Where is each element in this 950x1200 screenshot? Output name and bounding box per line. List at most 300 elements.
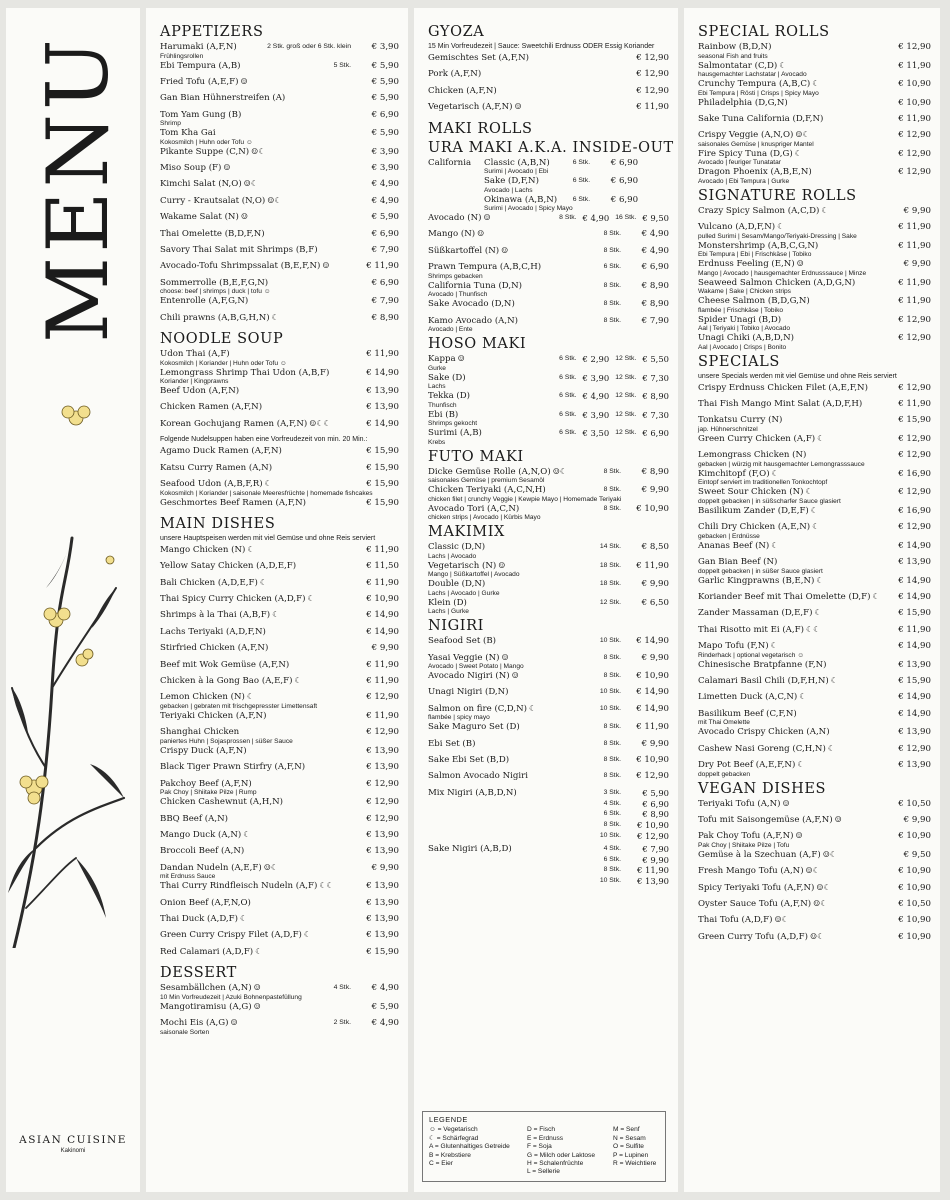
price: € 14,90 xyxy=(898,641,931,652)
dish-name: Mapo Tofu (F,N) xyxy=(698,641,769,652)
menu-item-main xyxy=(160,278,355,297)
price: € 11,90 xyxy=(898,222,931,233)
menu-item-main xyxy=(428,102,625,113)
menu-item-main xyxy=(428,316,604,335)
menu-item-name xyxy=(698,744,887,755)
menu-item-main xyxy=(428,86,625,97)
menu-item-main xyxy=(160,762,355,773)
dish-name: Unagi Nigiri (D,N) xyxy=(428,687,509,698)
menu-item-name xyxy=(160,245,355,256)
menu-item-main xyxy=(698,79,887,98)
menu-item xyxy=(698,114,931,130)
price: € 16,90 xyxy=(898,468,931,479)
menu-item-main xyxy=(698,915,887,926)
menu-item-description: Pak Choy | Shiitake Pilze | Tofu xyxy=(698,841,790,849)
dish-name: Kappa xyxy=(428,354,456,365)
portion-size: 8 Stk. xyxy=(603,486,621,494)
diet-icons: ☾ xyxy=(303,930,312,940)
diet-icons: ☺ xyxy=(498,560,506,570)
diet-icons: ☾ xyxy=(814,608,822,618)
menu-item xyxy=(160,42,399,61)
menu-item-name xyxy=(428,53,625,64)
menu-item xyxy=(698,660,931,676)
menu-item-main xyxy=(698,541,887,552)
menu-item xyxy=(160,881,399,897)
dish-name: Philadelphia (D,G,N) xyxy=(698,97,788,108)
price: € 4,90 xyxy=(641,245,669,256)
menu-item-description: jap. Hühnerschnitzel xyxy=(698,425,758,433)
price: € 3,90 xyxy=(582,409,610,420)
price: € 7,30 xyxy=(642,372,669,383)
menu-item xyxy=(160,110,399,129)
menu-item-description: Kokosmilch | Koriander | saisonale Meeresfrüchte | homemade fishcakes xyxy=(160,489,373,497)
dish-name: Unagi Chiki (A,B,D,N) xyxy=(698,333,794,344)
dish-name: Red Calamari (A,D,F) xyxy=(160,946,254,957)
menu-item xyxy=(698,98,931,114)
menu-item-main xyxy=(698,557,887,576)
price: € 5,90 xyxy=(371,1001,399,1012)
menu-item-main xyxy=(698,450,887,469)
dish-name: Lemon Chicken (N) xyxy=(160,692,245,703)
menu-item xyxy=(160,498,399,514)
dish-name: Prawn Tempura (A,B,C,H) xyxy=(428,262,542,273)
menu-item-main xyxy=(698,383,887,394)
menu-item-description: gebacken | würzig mit hausgemachter Lemongrasssauce xyxy=(698,460,865,468)
price-row xyxy=(604,820,669,831)
dish-name: Broccoli Beef (A,N) xyxy=(160,846,245,857)
menu-item xyxy=(428,213,669,229)
diet-icons: ☾ xyxy=(247,544,255,554)
price: € 13,90 xyxy=(898,557,931,568)
price: € 14,90 xyxy=(636,703,669,714)
menu-item xyxy=(428,246,669,262)
menu-item-main xyxy=(698,576,887,587)
price: € 12,90 xyxy=(898,743,931,754)
portion-size: 6 Stk. xyxy=(572,158,591,166)
menu-item-description: Rinderhack | optional vegetarisch ☺ xyxy=(698,651,804,659)
menu-item-main xyxy=(160,1002,355,1013)
menu-item-main xyxy=(484,195,573,214)
dish-name: Chili prawns (A,B,G,H,N) xyxy=(160,312,270,323)
price: € 8,90 xyxy=(641,280,669,291)
menu-item-name xyxy=(160,463,355,474)
menu-item xyxy=(160,479,399,498)
menu-item-main xyxy=(160,463,355,474)
group-label: California xyxy=(428,157,472,168)
menu-item-name xyxy=(428,771,604,782)
menu-item-name xyxy=(428,373,559,384)
menu-item-name xyxy=(428,354,559,365)
menu-item-name xyxy=(428,69,625,80)
menu-item-description: Mango | Süßkartoffel | Avocado xyxy=(428,571,520,579)
diet-icons: ☺ xyxy=(514,102,522,112)
diet-icons: ☾ xyxy=(272,610,280,620)
menu-item xyxy=(698,415,931,434)
menu-item-name xyxy=(160,147,355,158)
menu-item-name xyxy=(428,504,604,515)
price: € 11,50 xyxy=(366,561,399,572)
menu-item xyxy=(428,299,669,315)
portion-size: 6 Stk. xyxy=(603,263,621,271)
dish-name: Mango (N) xyxy=(428,229,476,240)
dish-name: Curry - Krautsalat (N,O) xyxy=(160,195,266,206)
price: € 10,90 xyxy=(898,97,931,108)
menu-item xyxy=(698,727,931,743)
portion-size: 3 Stk. xyxy=(603,788,621,796)
section-title-hoso-maki: HOSO MAKI xyxy=(428,336,527,353)
menu-item-description: Koriander | Kingprawns xyxy=(160,378,229,386)
menu-item-main xyxy=(698,692,887,703)
menu-item-name xyxy=(698,799,887,810)
menu-item-description: doppelt gebacken | in süßscharfer Sauce glasiert xyxy=(698,497,841,505)
dish-name: Salmon Avocado Nigiri xyxy=(428,771,528,782)
portion-size: 14 Stk. xyxy=(599,543,621,551)
dish-name: Tom Kha Gai xyxy=(160,128,216,139)
dish-name: Seafood Udon (A,B,F,R) xyxy=(160,479,263,490)
diet-icons: ☾ xyxy=(812,522,820,532)
menu-item-name xyxy=(160,212,355,223)
menu-item-name xyxy=(428,653,604,664)
menu-item-main xyxy=(698,130,887,149)
menu-item xyxy=(698,450,931,469)
menu-item xyxy=(160,814,399,830)
dish-name: Süßkartoffel (N) xyxy=(428,245,500,256)
menu-item-name xyxy=(698,506,887,517)
legend-entry: P = Lupinen xyxy=(613,1151,649,1159)
price: € 4,90 xyxy=(371,983,399,994)
menu-item xyxy=(428,579,669,598)
diet-icons: ☺ xyxy=(834,815,842,825)
price: € 12,90 xyxy=(366,813,399,824)
menu-item-name xyxy=(698,399,887,410)
menu-item xyxy=(160,196,399,212)
menu-item xyxy=(484,158,638,177)
price: € 14,90 xyxy=(366,367,399,378)
menu-item-main xyxy=(428,354,559,373)
menu-item-description: choose: beef | shrimps | duck | tofu ☺ xyxy=(160,288,271,296)
menu-item-description: seasonal Fish and fruits xyxy=(698,52,768,60)
menu-item xyxy=(698,850,931,866)
menu-item xyxy=(160,147,399,163)
price: € 14,90 xyxy=(898,692,931,703)
menu-item xyxy=(160,779,399,798)
menu-item xyxy=(160,930,399,946)
diet-icons: ☾☾ xyxy=(805,624,821,634)
menu-item xyxy=(428,542,669,561)
price: € 12,90 xyxy=(898,522,931,533)
diet-icons: ☺ xyxy=(796,259,804,269)
dish-name: Beef mit Wok Gemüse (A,F,N) xyxy=(160,659,290,670)
legend-entry: O = Sulfite xyxy=(613,1143,644,1151)
price: € 11,90 xyxy=(366,261,399,272)
diet-icons: ☾ xyxy=(264,479,272,489)
menu-item-name xyxy=(160,727,355,738)
menu-item xyxy=(428,504,669,523)
menu-item xyxy=(698,522,931,541)
dish-name: Koriander Beef mit Thai Omelette (D,F) xyxy=(698,592,871,603)
menu-item-main xyxy=(160,863,355,882)
menu-item-name xyxy=(160,846,355,857)
price: € 10,90 xyxy=(366,594,399,605)
menu-item-main xyxy=(428,755,604,766)
menu-item xyxy=(428,653,669,672)
menu-item-main xyxy=(160,814,355,825)
diet-icons: ☾ xyxy=(246,692,255,702)
price: € 14,90 xyxy=(366,610,399,621)
portion-size: 8 Stk. xyxy=(603,230,621,238)
menu-item-main xyxy=(160,711,355,722)
menu-item xyxy=(160,61,399,77)
menu-item-description: Frühlingsrollen xyxy=(160,52,204,60)
price-stack xyxy=(600,788,669,842)
price: € 13,90 xyxy=(366,762,399,773)
diet-icons: ☾ xyxy=(872,592,880,602)
dish-name: Salmon on fire (C,D,N) xyxy=(428,703,527,714)
menu-item-description: Shrimps gekocht xyxy=(428,420,478,428)
dish-name: Ebi Tempura (A,B) xyxy=(160,60,241,71)
diet-icons: ☾ xyxy=(255,946,263,956)
menu-item xyxy=(160,561,399,577)
menu-item-name xyxy=(428,229,604,240)
price: € 11,90 xyxy=(898,296,931,307)
menu-item-main xyxy=(698,259,887,278)
menu-item-name xyxy=(698,206,887,217)
price: € 12,90 xyxy=(636,69,669,80)
menu-item xyxy=(160,830,399,846)
menu-item-name xyxy=(698,915,887,926)
diet-icons: ☺ xyxy=(457,354,465,364)
menu-item xyxy=(428,86,669,102)
menu-item-main xyxy=(484,176,573,195)
legend-entry: E = Erdnuss xyxy=(527,1134,564,1142)
portion-size: 8 Stk. xyxy=(603,723,621,731)
portion-size: 18 Stk. xyxy=(599,580,621,588)
dish-name: Shrimps à la Thai (A,B,F) xyxy=(160,610,271,621)
price-pairs xyxy=(559,428,669,439)
menu-item-name xyxy=(428,739,604,750)
price: € 4,90 xyxy=(582,213,610,224)
menu-item-main xyxy=(698,660,887,671)
menu-item-main xyxy=(160,349,355,368)
dish-name: Calamari Basil Chili (D,F,H,N) xyxy=(698,676,829,687)
diet-icons: ☾ xyxy=(810,505,818,515)
menu-item-name xyxy=(428,410,559,421)
price: € 13,90 xyxy=(898,760,931,771)
menu-item-description: Avocado | Ebi Tempura | Gurke xyxy=(698,177,790,185)
menu-item-main xyxy=(160,402,355,413)
menu-item-main xyxy=(698,866,887,877)
menu-item xyxy=(698,592,931,608)
menu-item-main xyxy=(160,594,355,605)
menu-item-main xyxy=(698,315,887,334)
menu-item-description: mit Thai Omelette xyxy=(698,719,750,727)
price: € 9,90 xyxy=(641,652,669,663)
menu-item-name xyxy=(160,278,355,289)
menu-item-name xyxy=(484,158,573,169)
dish-name: Sweet Sour Chicken (N) xyxy=(698,487,804,498)
menu-item-name xyxy=(160,830,355,841)
price: € 14,90 xyxy=(898,540,931,551)
menu-item-name xyxy=(484,176,573,187)
price: € 4,90 xyxy=(582,391,610,402)
menu-item xyxy=(698,541,931,557)
dish-name: Classic (D,N) xyxy=(428,542,486,553)
price: € 11,90 xyxy=(636,102,669,113)
diet-icons: ☺ xyxy=(511,671,519,681)
menu-item-main xyxy=(698,506,887,517)
menu-item xyxy=(428,704,669,723)
menu-item-main xyxy=(160,163,355,174)
menu-item-name xyxy=(428,704,600,715)
section-title-ura-maki: URA MAKI A.K.A. INSIDE-OUT xyxy=(428,139,674,156)
legend-entry: C = Eier xyxy=(429,1160,454,1168)
menu-item xyxy=(698,259,931,278)
price: € 13,90 xyxy=(366,846,399,857)
menu-item-description: Avocado | Thunfisch xyxy=(428,291,488,299)
menu-item-main xyxy=(428,246,604,257)
portion-size: 5 Stk. xyxy=(333,61,351,69)
price: € 11,90 xyxy=(898,60,931,71)
menu-item-name xyxy=(698,259,887,270)
menu-item xyxy=(160,261,399,277)
dish-name: Crispy Duck (A,F,N) xyxy=(160,745,247,756)
dish-name: Kimchi Salat (N,O) xyxy=(160,179,242,190)
menu-item-name xyxy=(160,594,355,605)
price: € 14,90 xyxy=(636,636,669,647)
menu-item-name xyxy=(698,709,887,720)
menu-item-name xyxy=(698,883,887,894)
diet-icons: ☺ xyxy=(483,213,491,223)
price: € 3,90 xyxy=(371,146,399,157)
menu-item-main xyxy=(698,98,887,109)
menu-item-name xyxy=(428,391,559,402)
diet-icons: ☺ xyxy=(240,76,248,86)
diet-icons: ☾☾ xyxy=(319,881,334,891)
price: € 12,90 xyxy=(636,771,669,782)
portion-size: 6 Stk. xyxy=(603,810,621,818)
menu-item-main xyxy=(698,709,887,728)
price: € 5,50 xyxy=(642,354,669,365)
legend-box xyxy=(422,1111,666,1182)
price: € 9,90 xyxy=(903,815,931,826)
price: € 11,90 xyxy=(366,710,399,721)
portion-size: 10 Stk. xyxy=(599,637,621,645)
menu-item-main xyxy=(160,610,355,621)
price: € 9,90 xyxy=(641,579,669,590)
price: € 14,90 xyxy=(898,708,931,719)
menu-item-main xyxy=(698,760,887,779)
price: € 6,90 xyxy=(642,428,669,439)
menu-item xyxy=(160,446,399,462)
menu-item-description: Ebi Tempura | Rösti | Crisps | Spicy Mayo xyxy=(698,89,819,97)
menu-item-name xyxy=(428,262,604,273)
menu-item-name xyxy=(428,86,625,97)
menu-item xyxy=(160,463,399,479)
menu-item-name xyxy=(160,61,334,72)
price: € 12,90 xyxy=(898,42,931,52)
price: € 8,90 xyxy=(641,466,669,477)
menu-item-name xyxy=(160,368,355,379)
price: € 12,90 xyxy=(637,831,669,842)
dish-name: Entenrolle (A,F,G,N) xyxy=(160,296,249,307)
price: € 7,90 xyxy=(642,843,669,854)
menu-item-name xyxy=(698,114,887,125)
menu-item-name xyxy=(160,762,355,773)
menu-item-name xyxy=(428,687,600,698)
menu-item-description: doppelt gebacken xyxy=(698,770,751,778)
diet-icons: ☾ xyxy=(771,540,779,550)
menu-item-main xyxy=(698,799,887,810)
menu-item xyxy=(160,402,399,418)
price: € 5,90 xyxy=(371,212,399,223)
portion-size: 4 Stk. xyxy=(333,984,351,992)
price: € 11,90 xyxy=(898,240,931,251)
menu-item xyxy=(428,722,669,738)
menu-item-main xyxy=(428,262,604,281)
menu-item-name xyxy=(160,863,355,874)
menu-item-description: Kokosmilch | Koriander | Huhn oder Tofu ☺ xyxy=(160,359,287,367)
menu-item xyxy=(698,79,931,98)
menu-item-description: chicken filet | crunchy Veggie | Kewpie Mayo | Homemade Teriyaki xyxy=(428,495,622,503)
price: € 10,90 xyxy=(636,755,669,766)
menu-item xyxy=(428,391,669,410)
menu-item-description: 10 Min Vorfreudezeit | Azuki Bohnenpastefüllung xyxy=(160,993,302,1001)
menu-item-main xyxy=(428,636,600,647)
menu-item-name xyxy=(698,98,887,109)
dish-name: Katsu Curry Ramen (A,N) xyxy=(160,462,273,473)
menu-item xyxy=(160,797,399,813)
menu-item xyxy=(428,485,669,504)
price: € 9,90 xyxy=(903,259,931,270)
menu-item-main xyxy=(160,386,355,397)
diet-icons: ☾ xyxy=(239,913,248,923)
price: € 8,90 xyxy=(641,299,669,310)
dish-name: Lemongrass Chicken (N) xyxy=(698,450,807,461)
price: € 11,90 xyxy=(366,659,399,670)
menu-item-name xyxy=(698,592,887,603)
diet-icons: ☾ xyxy=(259,577,267,587)
price: € 11,90 xyxy=(898,113,931,124)
price: € 10,90 xyxy=(898,831,931,842)
price: € 12,90 xyxy=(898,148,931,159)
menu-item-name xyxy=(160,110,355,121)
menu-item-main xyxy=(160,245,355,256)
menu-item-name xyxy=(698,222,887,233)
menu-item-name xyxy=(160,163,355,174)
price: € 15,90 xyxy=(366,479,399,490)
dish-name: Gan Bian Hühnerstreifen (A) xyxy=(160,93,286,104)
section-title-main-dishes: MAIN DISHES xyxy=(160,515,276,532)
dish-name: Thai Fish Mango Mint Salat (A,D,F,H) xyxy=(698,399,863,410)
diet-icons: ☾ xyxy=(529,703,537,713)
menu-item xyxy=(160,692,399,711)
menu-item-description: Avocado | Ente xyxy=(428,326,473,334)
dish-name: BBQ Beef (A,N) xyxy=(160,813,228,824)
menu-item xyxy=(698,866,931,882)
price: € 5,90 xyxy=(371,76,399,87)
menu-item-main xyxy=(698,608,887,619)
dish-name: Thai Omelette (B,D,F,N) xyxy=(160,228,265,239)
menu-item xyxy=(160,727,399,746)
dish-name: Thai Curry Rindfleisch Nudeln (A,F) xyxy=(160,881,318,892)
menu-item xyxy=(160,93,399,109)
menu-item xyxy=(160,594,399,610)
menu-item-name xyxy=(160,676,355,687)
menu-item-name xyxy=(698,450,887,461)
price-pairs xyxy=(559,213,669,224)
price: € 3,90 xyxy=(582,372,610,383)
menu-item-main xyxy=(428,771,604,782)
